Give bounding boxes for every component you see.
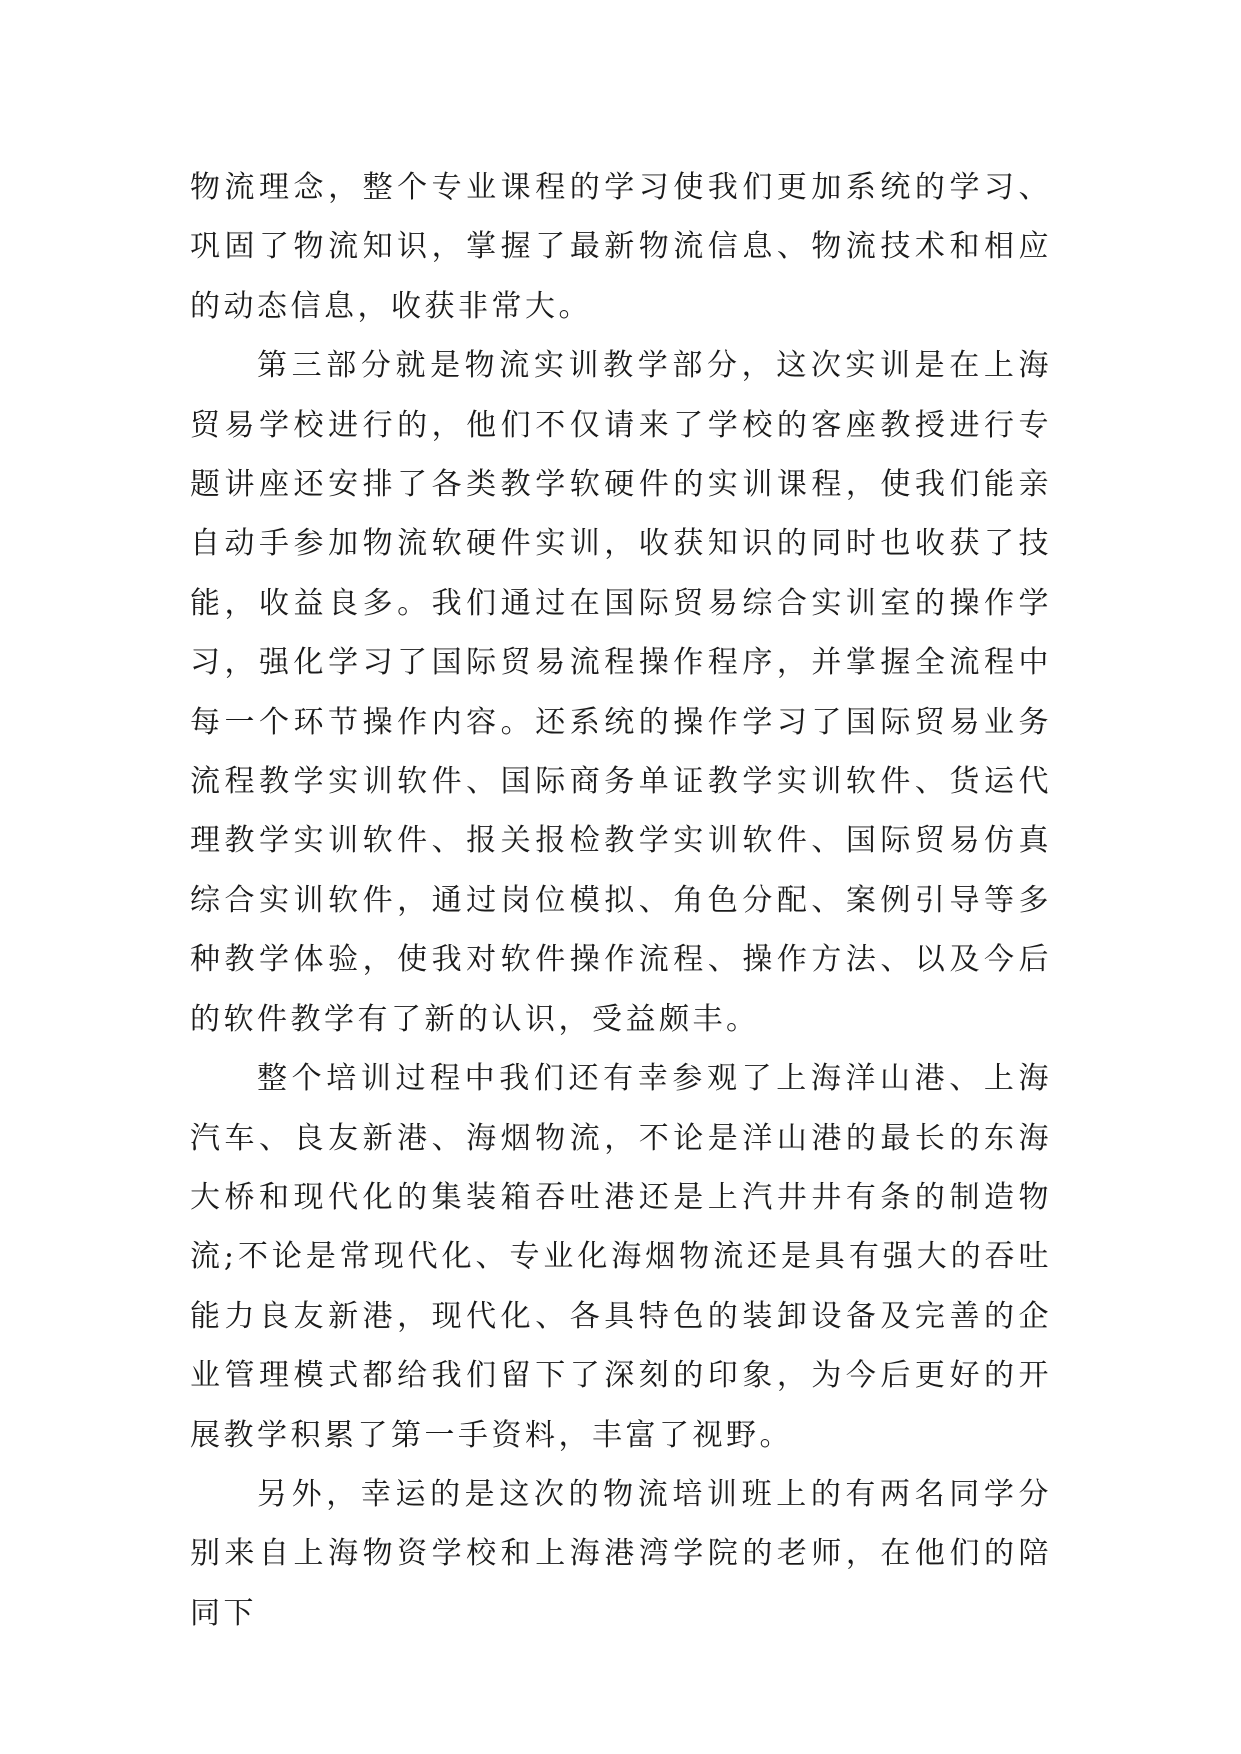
body-text xyxy=(190,158,1052,1643)
paragraph-4: 另外，幸运的是这次的物流培训班上的有两名同学分别来自上海物资学校和上海港湾学院的老师，在他们的陪同下 xyxy=(190,1476,1052,1631)
paragraph-2: 第三部分就是物流实训教学部分，这次实训是在上海贸易学校进行的，他们不仅请来了学校的客座教授进行专题讲座还安排了各类教学软硬件的实训课程，使我们能亲自动手参加物流软硬件实训，收获知识的同时也收获了技能，收益良多。我们通过在国际贸易综合实训室的操作学习，强化学习了国际贸易流程操作程序，并掌握全流程中每一个环节操作内容。还系统的操作学习了国际贸易业务流程教学实训软件、国际商务单证教学实训软件、货运代理教学实训软件、报关报检教学实训软件、国际贸易仿真综合实训软件，通过岗位模拟、角色分配、案例引导等多种教学体验，使我对软件操作流程、操作方法、以及今后的软件教学有了新的认识，受益颇丰。 xyxy=(190,348,1052,1037)
paragraph-3: 整个培训过程中我们还有幸参观了上海洋山港、上海汽车、良友新港、海烟物流，不论是洋山港的最长的东海大桥和现代化的集装箱吞吐港还是上汽井井有条的制造物流;不论是常现代化、专业化海烟物流还是具有强大的吞吐能力良友新港，现代化、各具特色的装卸设备及完善的企业管理模式都给我们留下了深刻的印象，为今后更好的开展教学积累了第一手资料，丰富了视野。 xyxy=(190,1061,1052,1453)
paragraph-1: 物流理念，整个专业课程的学习使我们更加系统的学习、巩固了物流知识，掌握了最新物流信息、物流技术和相应的动态信息，收获非常大。 xyxy=(190,170,1052,324)
